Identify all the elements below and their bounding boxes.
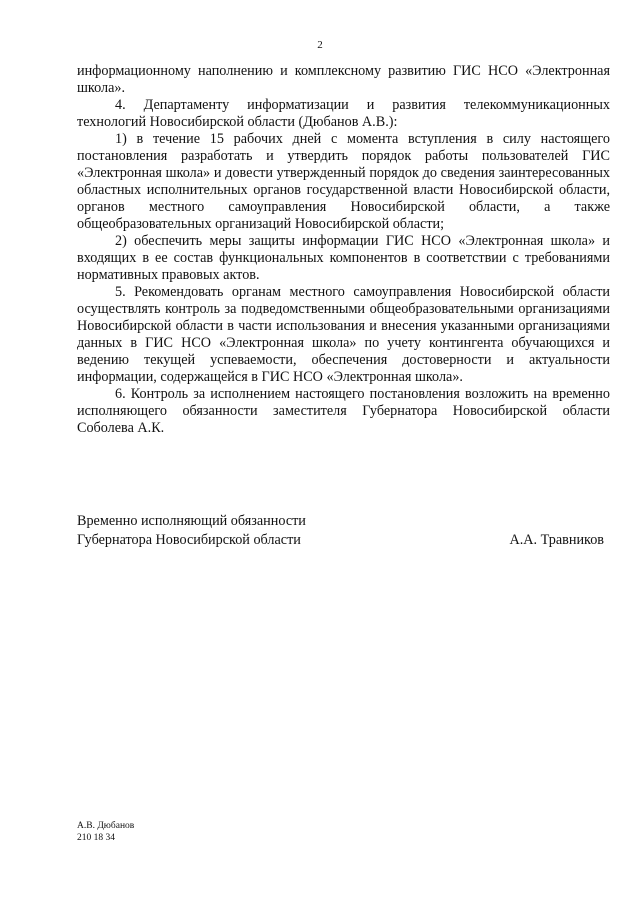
paragraph-item-4: 4. Департаменту информатизации и развития телекоммуникационных технологий Новосибирской области (Дюбанов А.В.): [77,97,610,130]
executor-phone: 210 18 34 [77,833,115,843]
paragraph-item-5: 5. Рекомендовать органам местного самоуправления Новосибирской области осуществлять контроль за подведомственными общеобразовательными организациями Новосибирской области в части использования и внесения указанными организациями данных в ГИС НСО «Электронная школа» по учету контингента обучающихся и ведению текущей успеваемости, обеспечения достоверности и актуальности информации, содержащейся в ГИС НСО «Электронная школа». [77,284,610,385]
signatory-name: А.А. Травников [509,532,604,548]
document-body [77,63,610,437]
signatory-position-line-1: Временно исполняющий обязанности [77,513,306,529]
paragraph-item-6: 6. Контроль за исполнением настоящего постановления возложить на временно исполняющего обязанности заместителя Губернатора Новосибирской области Соболева А.К. [77,386,610,436]
paragraph-subitem-1: 1) в течение 15 рабочих дней с момента вступления в силу настоящего постановления разработать и утвердить порядок работы пользователей ГИС «Электронная школа» и довести утвержденный порядок до сведения заинтересованных областных исполнительных органов государственной власти Новосибирской области, органов местного самоуправления Новосибирской области, а также общеобразовательных организаций Новосибирской области; [77,131,610,232]
executor-info [77,820,134,844]
paragraph-subitem-2: 2) обеспечить меры защиты информации ГИС НСО «Электронная школа» и входящих в ее состав функциональных компонентов в соответствии с требованиями нормативных правовых актов. [77,233,610,283]
page-number: 2 [317,39,323,51]
signature-block [77,512,610,550]
paragraph-continuation: информационному наполнению и комплексному развитию ГИС НСО «Электронная школа». [77,63,610,96]
executor-name: А.В. Дюбанов [77,821,135,831]
signatory-position-line-2: Губернатора Новосибирской области [77,532,301,548]
